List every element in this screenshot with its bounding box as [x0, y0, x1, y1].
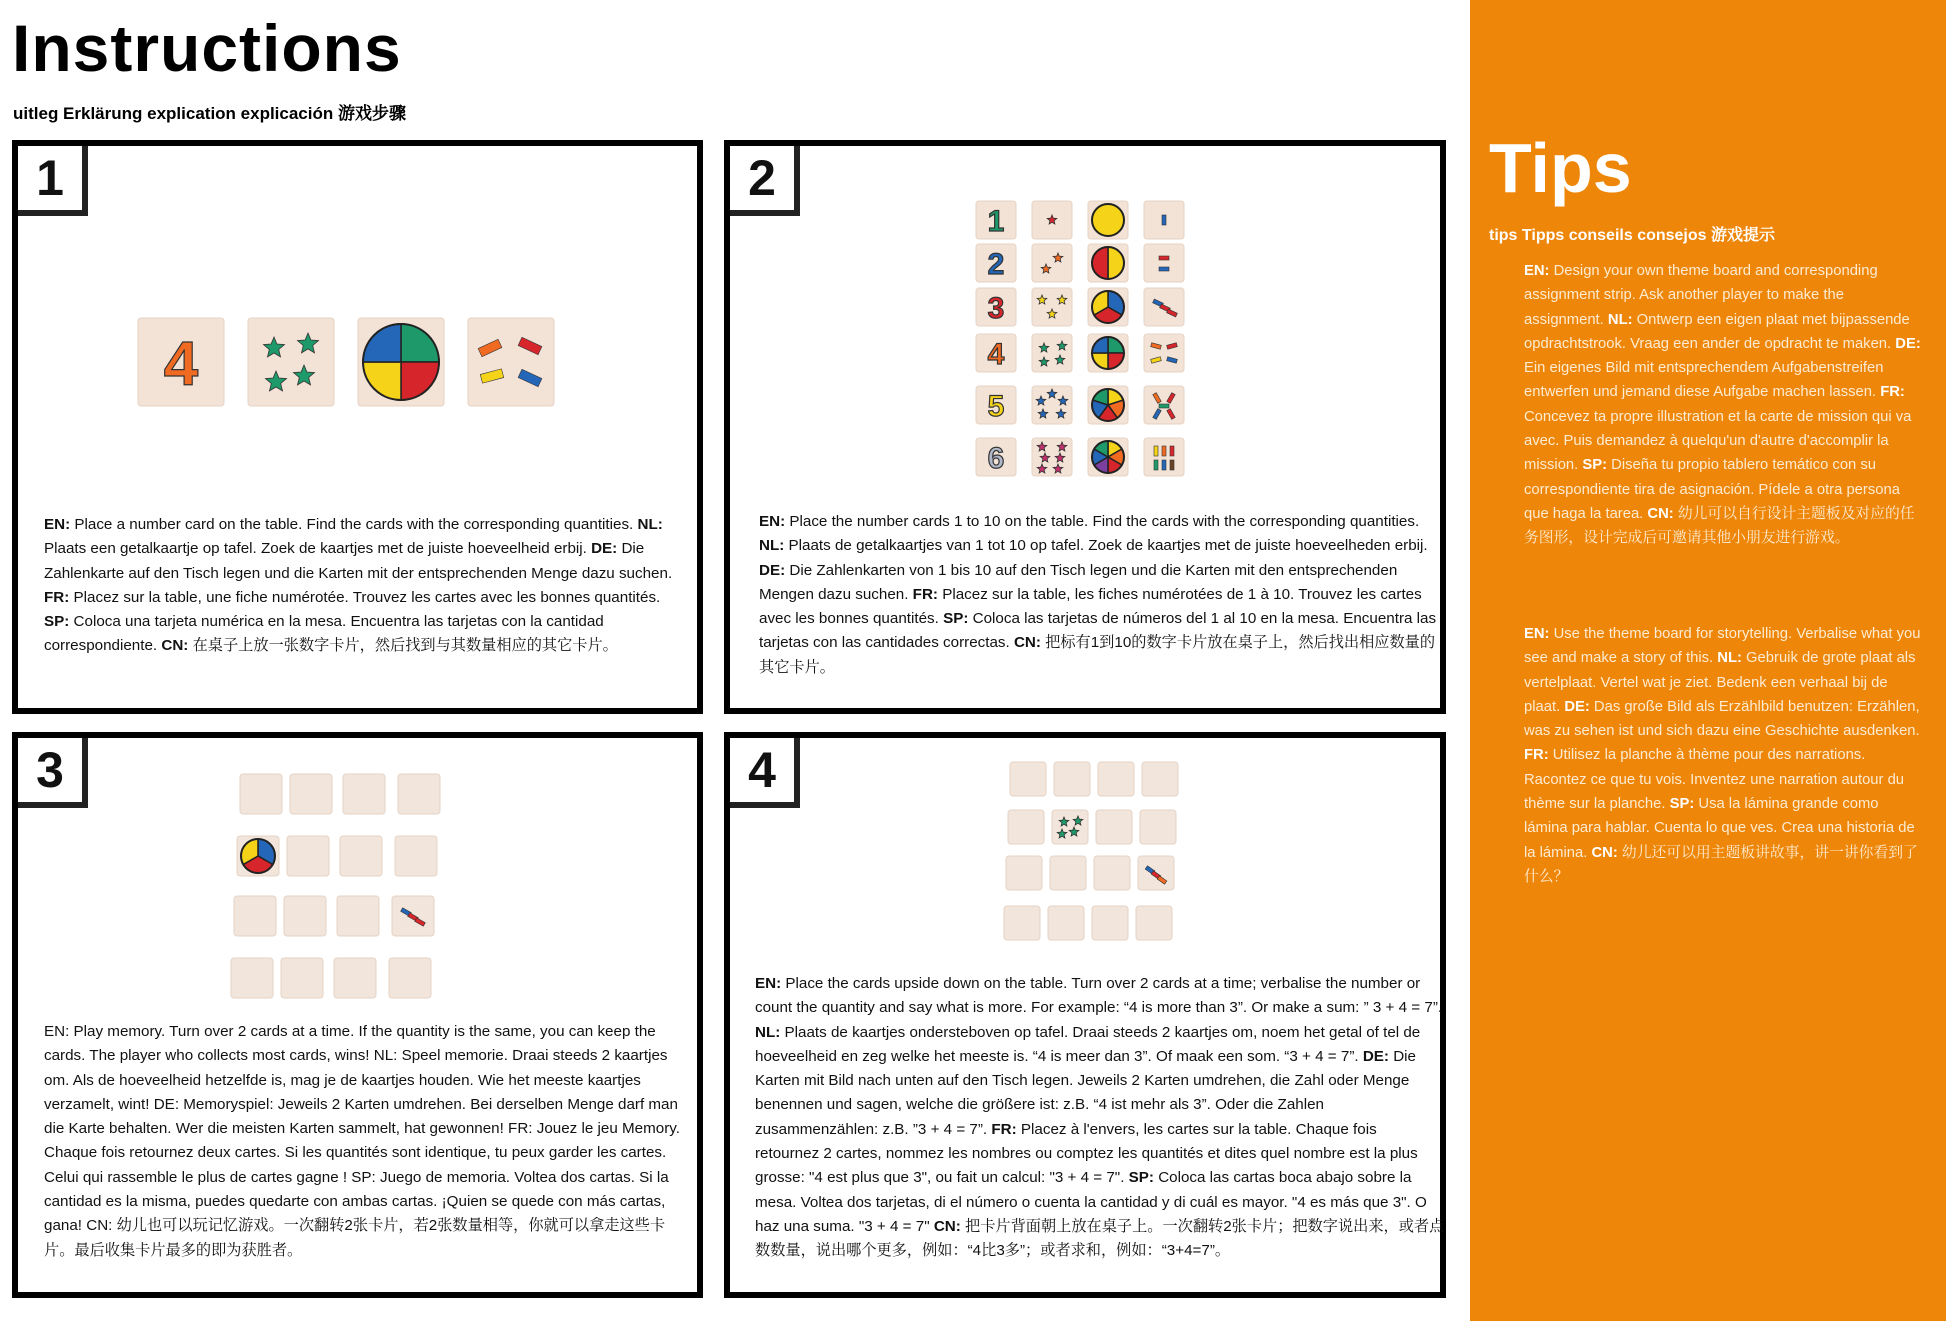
language-label: EN: — [1524, 263, 1550, 279]
bar-icon — [1154, 460, 1158, 470]
card — [1048, 906, 1084, 940]
card — [1138, 856, 1174, 890]
card-face — [231, 958, 273, 998]
card — [334, 958, 376, 998]
card — [240, 774, 282, 814]
instruction-text: Placez sur la table, une fiche numérotée. Trouvez les cartes avec les bonnes quantités. — [69, 588, 661, 606]
card-face — [1140, 810, 1176, 844]
card — [237, 836, 279, 876]
card-face — [389, 958, 431, 998]
card — [1052, 810, 1088, 844]
instruction-text: Place the number cards 1 to 10 on the table. Find the cards with the corresponding quantities. — [785, 513, 1420, 530]
page-title: Instructions — [12, 11, 402, 85]
card-face — [1048, 906, 1084, 940]
language-label: DE: — [1895, 335, 1921, 352]
instruction-text: Das große Bild als Erzählbild benutzen: Erzählen, was zu sehen ist und sich dazu eine Geschichte ausdenken. — [1524, 698, 1920, 740]
card-face — [234, 896, 276, 936]
card-face — [290, 774, 332, 814]
tips-subtitle: tips Tipps conseils consejos 游戏提示 — [1489, 227, 1775, 244]
instruction-text: Coloca las cartas boca abajo sobre la mesa. Voltea dos tarjetas, di el número o cuenta la cantidad y di cuál es mayor. "4 es más que 3". O haz una suma. "3 + 4 = 7" — [755, 1169, 1427, 1235]
card-face — [334, 958, 376, 998]
language-label: FR: — [1880, 384, 1905, 401]
tip-2 — [1524, 622, 1924, 889]
step-4-instructions — [755, 972, 1445, 1264]
card-face — [1144, 244, 1184, 282]
language-label: NL: — [1717, 650, 1742, 667]
card-face — [1006, 856, 1042, 890]
instruction-panel-2 — [724, 140, 1446, 714]
card — [1088, 334, 1128, 372]
language-label: FR: — [44, 588, 70, 606]
card-face — [1098, 762, 1134, 796]
card — [468, 318, 554, 406]
card-face — [1050, 856, 1086, 890]
card — [234, 896, 276, 936]
card-face — [281, 958, 323, 998]
card — [1032, 288, 1072, 326]
language-label: CN: — [1013, 634, 1041, 652]
language-label: NL: — [755, 1023, 781, 1041]
card — [1054, 762, 1090, 796]
language-label: EN: — [759, 513, 786, 530]
instruction-text: 把卡片背面朝上放在桌子上。一次翻转2张卡片；把数字说出来，或者点数数量，说出哪个更多，例如：“4比3多”；或者求和，例如：“3+4=7”。 — [755, 1217, 1445, 1260]
card-face — [395, 836, 437, 876]
language-label: CN: — [161, 637, 189, 655]
card — [290, 774, 332, 814]
card-face — [1010, 762, 1046, 796]
card-face — [1032, 334, 1072, 372]
instruction-text: Plaats een getalkaartje op tafel. Zoek de kaartjes met de juiste hoeveelheid erbij. — [44, 540, 592, 558]
card-face — [1144, 334, 1184, 372]
tips-title: Tips — [1489, 129, 1632, 207]
card — [976, 438, 1016, 476]
language-label: CN: — [1591, 844, 1618, 861]
language-label: SP: — [44, 613, 70, 631]
instruction-text: Use the theme board for storytelling. Verbalise what you see and make a story of this. — [1524, 626, 1921, 667]
tips-sidebar — [1470, 0, 1946, 1321]
card-face — [1094, 856, 1130, 890]
card — [1092, 906, 1128, 940]
card — [284, 896, 326, 936]
card — [1142, 762, 1178, 796]
number-card-digit: 4 — [163, 329, 199, 399]
card — [1144, 244, 1184, 282]
card — [231, 958, 273, 998]
card — [1088, 288, 1128, 326]
tip-1 — [1524, 259, 1924, 551]
bar-icon — [1154, 446, 1158, 456]
language-label: FR: — [1524, 747, 1549, 764]
card — [1098, 762, 1134, 796]
card — [1096, 810, 1132, 844]
step-number-badge: 3 — [18, 738, 88, 808]
language-label: DE: — [1362, 1047, 1389, 1065]
language-label: SP: — [943, 610, 969, 628]
language-label: NL: — [1607, 311, 1633, 328]
card — [976, 288, 1016, 326]
instruction-text: Gebruik de grote plaat als vertelplaat. Vertel wat je ziet. Bedenk een verhaal bij de plaat. — [1524, 650, 1916, 715]
card-face — [1008, 810, 1044, 844]
number-card-digit: 3 — [987, 291, 1005, 325]
instruction-text: Die Karten mit Bild nach unten auf den Tisch legen. Jeweils 2 Karten umdrehen, die Zahl oder Menge benennen und sagen, welche die größere ist: z.B. “4 ist mehr als 3”. Oder die Zahlen zusammenzählen: z.B. ”3 + 4 = 7”. — [755, 1047, 1416, 1138]
card — [1032, 244, 1072, 282]
card — [389, 958, 431, 998]
card — [1050, 856, 1086, 890]
language-label: DE: — [591, 540, 618, 558]
step-number-badge: 2 — [730, 146, 800, 216]
card-face — [1054, 762, 1090, 796]
instruction-text: Die Zahlenkarten von 1 bis 10 auf den Tisch legen und die Karten mit den entsprechenden Mengen dazu suchen. — [759, 561, 1398, 603]
card-face — [1142, 762, 1178, 796]
card-face — [287, 836, 329, 876]
step-2-instructions — [759, 510, 1439, 680]
card — [1144, 201, 1184, 239]
card-face — [1092, 906, 1128, 940]
card — [1144, 288, 1184, 326]
instruction-panel-4 — [724, 732, 1446, 1298]
card — [976, 244, 1016, 282]
number-card-digit: 2 — [987, 247, 1005, 281]
bar-icon — [1162, 215, 1166, 225]
language-label: NL: — [637, 516, 663, 533]
card — [287, 836, 329, 876]
card — [1140, 810, 1176, 844]
instruction-text: 在桌子上放一张数字卡片，然后找到与其数量相应的其它卡片。 — [188, 637, 618, 655]
card — [1094, 856, 1130, 890]
card-face — [1096, 810, 1132, 844]
card — [395, 836, 437, 876]
card-face — [340, 836, 382, 876]
card-face — [284, 896, 326, 936]
card-face — [1052, 810, 1088, 844]
language-label: DE: — [1564, 698, 1590, 715]
language-label: SP: — [1582, 457, 1608, 474]
language-label: CN: — [933, 1217, 961, 1235]
language-label: EN: — [755, 975, 782, 992]
language-label: EN: — [44, 516, 71, 533]
card — [1144, 438, 1184, 476]
instruction-panel-3 — [12, 732, 703, 1298]
step-number-badge: 1 — [18, 146, 88, 216]
instruction-text: Usa la lámina grande como lámina para hablar. Cuenta lo que ves. Crea una historia de la lámina. — [1524, 796, 1915, 861]
instruction-text: Coloca una tarjeta numérica en la mesa. Encuentra las tarjetas con la cantidad correspondiente. — [44, 613, 604, 655]
card-face — [1032, 244, 1072, 282]
card-face — [398, 774, 440, 814]
language-label: NL: — [759, 537, 785, 555]
number-card-digit: 6 — [987, 441, 1005, 475]
card — [1008, 810, 1044, 844]
language-label: FR: — [991, 1120, 1017, 1138]
language-label: DE: — [759, 561, 786, 579]
instruction-text: Place the cards upside down on the table. Turn over 2 cards at a time; verbalise the number or count the quantity and say what is more. For example: “4 is more than 3”. Or make a sum: ” 3 + 4 = 7”. — [755, 975, 1443, 1017]
instruction-text: Plaats de getalkaartjes van 1 tot 10 op tafel. Zoek de kaartjes met de juiste hoeveelheden erbij. — [784, 537, 1428, 555]
instruction-text: Utilisez la planche à thème pour des narrations. Racontez ce que tu vois. Inventez une narration autour du thème sur la planche. — [1524, 747, 1905, 813]
step-number-badge: 4 — [730, 738, 800, 808]
instruction-text: Die Zahlenkarte auf den Tisch legen und die Karten mit der entsprechenden Menge dazu suchen. — [44, 540, 673, 582]
card — [248, 318, 334, 406]
card — [1144, 334, 1184, 372]
card-face — [337, 896, 379, 936]
card — [392, 896, 434, 936]
number-card-digit: 5 — [987, 389, 1005, 423]
card — [343, 774, 385, 814]
card — [358, 318, 444, 406]
card-face — [468, 318, 554, 406]
bar-icon — [1159, 256, 1169, 260]
card-face — [1032, 438, 1072, 476]
card-face — [343, 774, 385, 814]
card — [976, 201, 1016, 239]
card-face — [240, 774, 282, 814]
card — [1088, 438, 1128, 476]
card — [1088, 386, 1128, 424]
card — [1006, 856, 1042, 890]
card-face — [1004, 906, 1040, 940]
card — [1032, 334, 1072, 372]
instruction-text: EN: Play memory. Turn over 2 cards at a time. If the quantity is the same, you can keep the cards. The player who collects most cards, wins! NL: Speel memorie. Draai steeds 2 kaartjes om. Als de hoeveelheid hetzelfde is, mag je de kaartjes houden. Wie het meeste kaartjes verzamelt, wint! DE: Memoryspiel: Jeweils 2 Karten umdrehen. Bei derselben Menge darf man die Karte behalten. Wer die meisten Karten sammelt, hat gewonnen! FR: Jouez le jeu Memory. Chaque fois retournez deux cartes. Si les quantités sont identique, tu peux garder les cartes. Celui qui rassemble le plus de cartes gagne ! SP: Juego de memoria. Voltea dos cartas. Si la cantidad es la misma, puedes quedarte con ambas cartas. ¡Quien se quede con más cartas, gana! CN: 幼儿也可以玩记忆游戏。一次翻转2张卡片，若2张数量相等，你就可以拿走这些卡片。最后收集卡片最多的即为获胜者。 — [44, 1023, 680, 1259]
language-label: FR: — [912, 585, 938, 603]
bar-icon — [1162, 446, 1166, 456]
card — [398, 774, 440, 814]
card — [340, 836, 382, 876]
card — [1088, 201, 1128, 239]
card — [1004, 906, 1040, 940]
card — [1136, 906, 1172, 940]
card-face — [1032, 288, 1072, 326]
card — [976, 334, 1016, 372]
card — [1032, 386, 1072, 424]
card — [138, 318, 224, 406]
card — [1032, 201, 1072, 239]
instruction-text: Ein eigenes Bild mit entsprechendem Aufgabenstreifen entwerfen und jemand diese Aufgabe machen lassen. — [1524, 360, 1884, 401]
instruction-text: 幼儿还可以用主题板讲故事，讲一讲你看到了什么？ — [1524, 844, 1918, 885]
language-label: CN: — [1647, 505, 1674, 522]
pie-circle-icon — [1092, 204, 1124, 236]
bar-icon — [1159, 404, 1169, 408]
bar-icon — [1170, 446, 1174, 456]
instruction-text: 把标有1到10的数字卡片放在桌子上，然后找出相应数量的其它卡片。 — [759, 634, 1436, 676]
instruction-text: Diseña tu propio tablero temático con su correspondiente tira de asignación. Pídele a otra persona que haga la tarea. — [1524, 457, 1900, 522]
instruction-text: 幼儿可以自行设计主题板及对应的任务图形，设计完成后可邀请其他小朋友进行游戏。 — [1524, 505, 1915, 547]
bar-icon — [1170, 460, 1174, 470]
step-3-instructions — [44, 1020, 694, 1263]
number-card-digit: 4 — [987, 337, 1005, 371]
bar-icon — [1159, 267, 1169, 271]
instruction-text: Concevez ta propre illustration et la carte de mission qui va avec. Puis demandez à quelqu'un d'autre d'accomplir la mission. — [1524, 408, 1912, 474]
instruction-text: Placez sur la table, les fiches numérotées de 1 à 10. Trouvez les cartes avec les bonnes quantités. — [759, 585, 1422, 628]
number-card-digit: 1 — [987, 204, 1005, 238]
card — [1032, 438, 1072, 476]
card — [1088, 244, 1128, 282]
language-label: EN: — [1524, 626, 1550, 642]
instruction-text: Placez à l'envers, les cartes sur la table. Chaque fois retournez 2 cartes, nommez les nombres ou comptez les quantités et dites quel nombre est la plus grosse: "4 est plus que 3", ou fait un calcul: "3 + 4 = 7". — [755, 1120, 1418, 1187]
card-face — [1136, 906, 1172, 940]
step-1-instructions — [44, 513, 684, 659]
instruction-text: Place a number card on the table. Find the cards with the corresponding quantities. — [70, 516, 638, 533]
card — [281, 958, 323, 998]
bar-icon — [1162, 460, 1166, 470]
card-face — [248, 318, 334, 406]
card — [1010, 762, 1046, 796]
language-label: SP: — [1128, 1169, 1154, 1187]
instruction-text: Design your own theme board and corresponding assignment strip. Ask another player to make the assignment. — [1524, 263, 1878, 328]
instruction-panel-1 — [12, 140, 703, 714]
page-subtitle: uitleg Erklärung explication explicación 游戏步骤 — [13, 104, 406, 123]
card — [1144, 386, 1184, 424]
language-label: SP: — [1669, 796, 1695, 813]
instruction-text: Coloca las tarjetas de números del 1 al 10 en la mesa. Encuentra las tarjetas con las cantidades correctas. — [759, 610, 1437, 652]
card — [337, 896, 379, 936]
card — [976, 386, 1016, 424]
instruction-text: Plaats de kaartjes ondersteboven op tafel. Draai steeds 2 kaartjes om, noem het getal of tel de hoeveelheid en zeg welke het meeste is. “4 is meer dan 3”. Of maak een som. “3 + 4 = 7”. — [755, 1023, 1421, 1065]
instruction-text: Ontwerp een eigen plaat met bijpassende opdrachtstrook. Vraag een ander de opdracht te maken. — [1524, 311, 1910, 352]
